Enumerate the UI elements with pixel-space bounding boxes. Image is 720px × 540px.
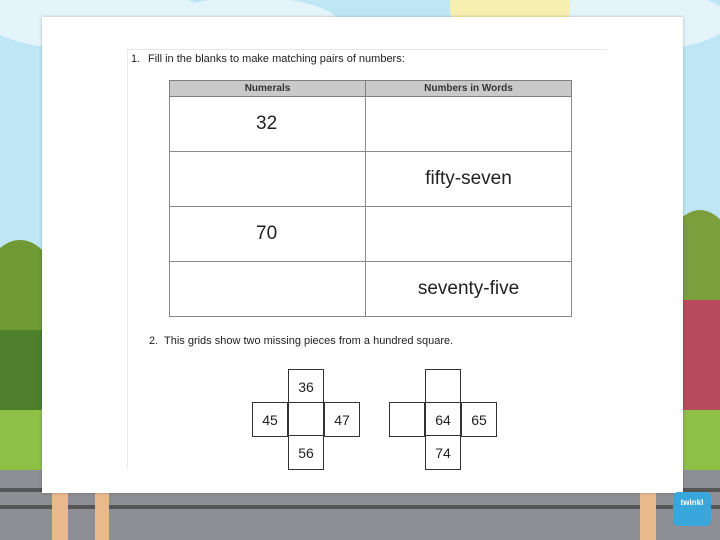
grid-cell-bottom[interactable]: 56 xyxy=(288,435,324,470)
grid-cell-left[interactable]: 45 xyxy=(252,402,288,437)
grid-cell-top[interactable]: 36 xyxy=(288,369,324,404)
words-cell[interactable] xyxy=(366,207,572,262)
question-2-text: This grids show two missing pieces from a hundred square. xyxy=(164,335,454,347)
numeral-cell[interactable] xyxy=(170,262,366,317)
numeral-cell[interactable]: 70 xyxy=(170,207,366,262)
logo-text: twinkl xyxy=(680,498,704,507)
question-1-number: 1. xyxy=(131,53,141,65)
numeral-cell[interactable]: 32 xyxy=(170,97,366,152)
matching-table xyxy=(169,80,572,317)
table-row xyxy=(170,262,572,317)
grid-cell-bottom[interactable]: 74 xyxy=(425,435,461,470)
table-row xyxy=(170,152,572,207)
words-cell[interactable]: seventy-five xyxy=(366,262,572,317)
table-row xyxy=(170,207,572,262)
question-2-number: 2. xyxy=(149,335,159,347)
question-1 xyxy=(131,53,405,65)
divider xyxy=(127,49,607,50)
header-numerals: Numerals xyxy=(170,81,366,97)
question-1-text: Fill in the blanks to make matching pairs of numbers: xyxy=(148,53,405,65)
grid-cell-left[interactable] xyxy=(389,402,425,437)
margin-line xyxy=(127,49,128,469)
grid-cell-center[interactable]: 64 xyxy=(425,402,461,437)
grid-cell-right[interactable]: 47 xyxy=(324,402,360,437)
grid-cell-top[interactable] xyxy=(425,369,461,404)
grid-cell-right[interactable]: 65 xyxy=(461,402,497,437)
twinkl-logo xyxy=(673,492,711,526)
words-cell[interactable]: fifty-seven xyxy=(366,152,572,207)
question-2 xyxy=(149,335,453,347)
words-cell[interactable] xyxy=(366,97,572,152)
grid-cell-center[interactable] xyxy=(288,402,324,437)
numeral-cell[interactable] xyxy=(170,152,366,207)
table-row xyxy=(170,97,572,152)
header-numbers-in-words: Numbers in Words xyxy=(366,81,572,97)
